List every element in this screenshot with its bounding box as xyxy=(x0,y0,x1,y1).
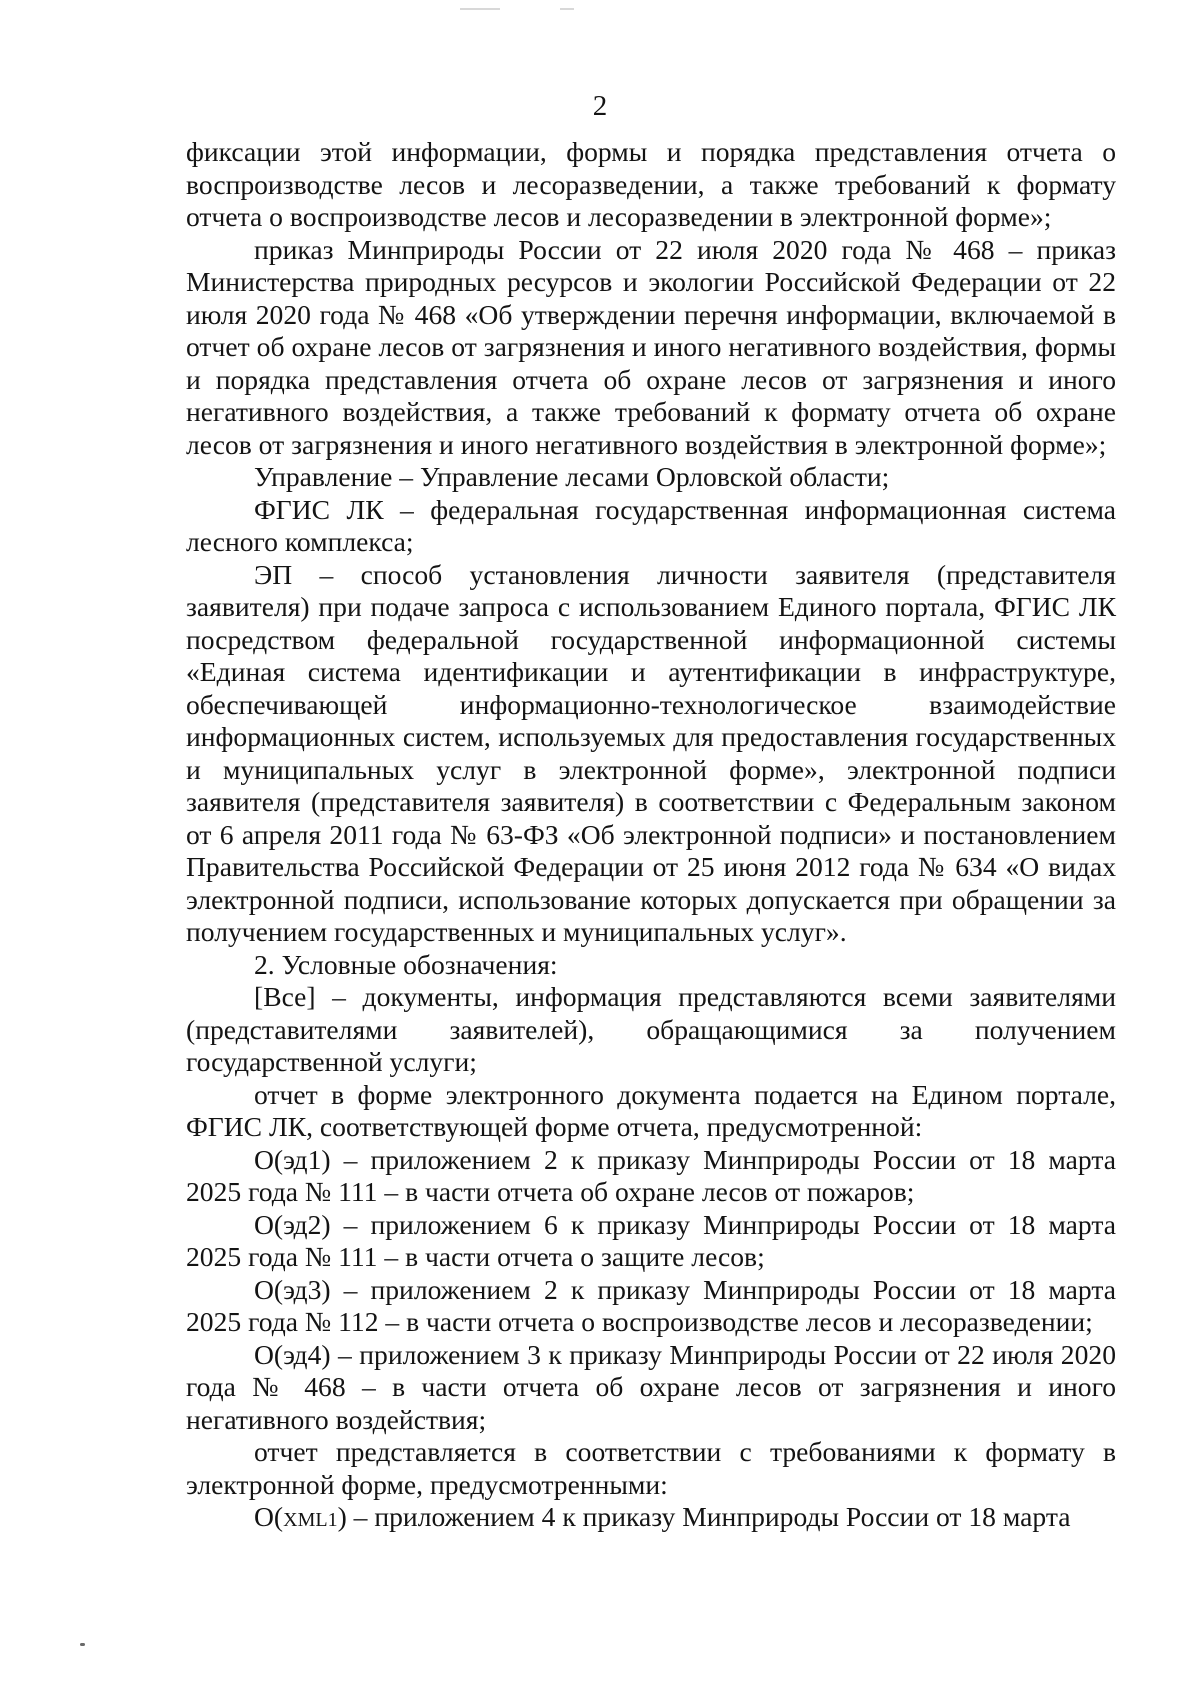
paragraph: отчет в форме электронного документа подается на Едином портале, ФГИС ЛК, соответствующей форме отчета, предусмотренной: xyxy=(186,1078,1116,1142)
scan-mark xyxy=(80,1643,85,1646)
last-line-subscript: XML1 xyxy=(283,1509,338,1531)
paragraph: ЭП – способ установления личности заявителя (представителя заявителя) при подаче запроса с использованием Единого портала, ФГИС ЛК посредством федеральной государственной информационной системы «Единая система идентификации и аутентификации в инфраструктуре, обеспечивающей информационно-технологическое взаимодействие информационных систем, используемых для предоставления государственных и муниципальных услуг в электронной форме», электронной подписи заявителя (представителя заявителя) в соответствии с Федеральным законом от 6 апреля 2011 года № 63-ФЗ «Об электронной подписи» и постановлением Правительства Российской Федерации от 25 июня 2012 года № 634 «О видах электронной подписи, использование которых допускается при обращении за получением государственных и муниципальных услуг». xyxy=(186,558,1116,947)
paragraph: Управление – Управление лесами Орловской области; xyxy=(254,461,890,492)
paragraph: 2. Условные обозначения: xyxy=(254,948,558,980)
page-number: 2 xyxy=(592,90,608,122)
paragraph: ФГИС ЛК – федеральная государственная информационная система лесного комплекса; xyxy=(186,493,1116,557)
paragraph: [Все] – документы, информация представляются всеми заявителями (представителями заявителей), обращающимися за получением государственной услуги; xyxy=(186,981,1116,1077)
paragraph: О(эд1) – приложением 2 к приказу Минприроды России от 18 марта 2025 года № 111 – в части отчета об охране лесов от пожаров; xyxy=(186,1143,1116,1207)
paragraph: О(эд3) – приложением 2 к приказу Минприроды России от 18 марта 2025 года № 112 – в части отчета о воспроизводстве лесов и лесоразведении; xyxy=(186,1273,1116,1337)
last-line-suffix: ) – приложением 4 к приказу Минприроды России от 18 марта xyxy=(337,1501,1071,1532)
scan-artifact xyxy=(460,8,500,10)
document-body xyxy=(186,136,1116,1537)
scan-artifact xyxy=(560,8,574,10)
paragraph: приказ Минприроды России от 22 июля 2020 года № 468 – приказ Министерства природных ресурсов и экологии Российской Федерации от 22 июля 2020 года № 468 «Об утверждении перечня информации, включаемой в отчет об охране лесов от загрязнения и иного негативного воздействия, формы и порядка представления отчета об охране лесов от загрязнения и иного негативного воздействия, а также требований к формату отчета об охране лесов от загрязнения и иного негативного воздействия в электронной форме»; xyxy=(186,233,1116,460)
paragraph-last-line xyxy=(186,1501,1116,1537)
paragraph: фиксации этой информации, формы и порядка представления отчета о воспроизводстве лесов и лесоразведении, а также требований к формату отчета о воспроизводстве лесов и лесоразведении в электронной форме»; xyxy=(186,136,1116,232)
last-line-prefix: О( xyxy=(254,1501,284,1532)
paragraph: О(эд4) – приложением 3 к приказу Минприроды России от 22 июля 2020 года № 468 – в части отчета об охране лесов от загрязнения и иного негативного воздействия; xyxy=(186,1338,1116,1435)
paragraph: отчет представляется в соответствии с требованиями к формату в электронной форме, предусмотренными: xyxy=(186,1436,1116,1500)
paragraph: О(эд2) – приложением 6 к приказу Минприроды России от 18 марта 2025 года № 111 – в части отчета о защите лесов; xyxy=(186,1208,1116,1272)
